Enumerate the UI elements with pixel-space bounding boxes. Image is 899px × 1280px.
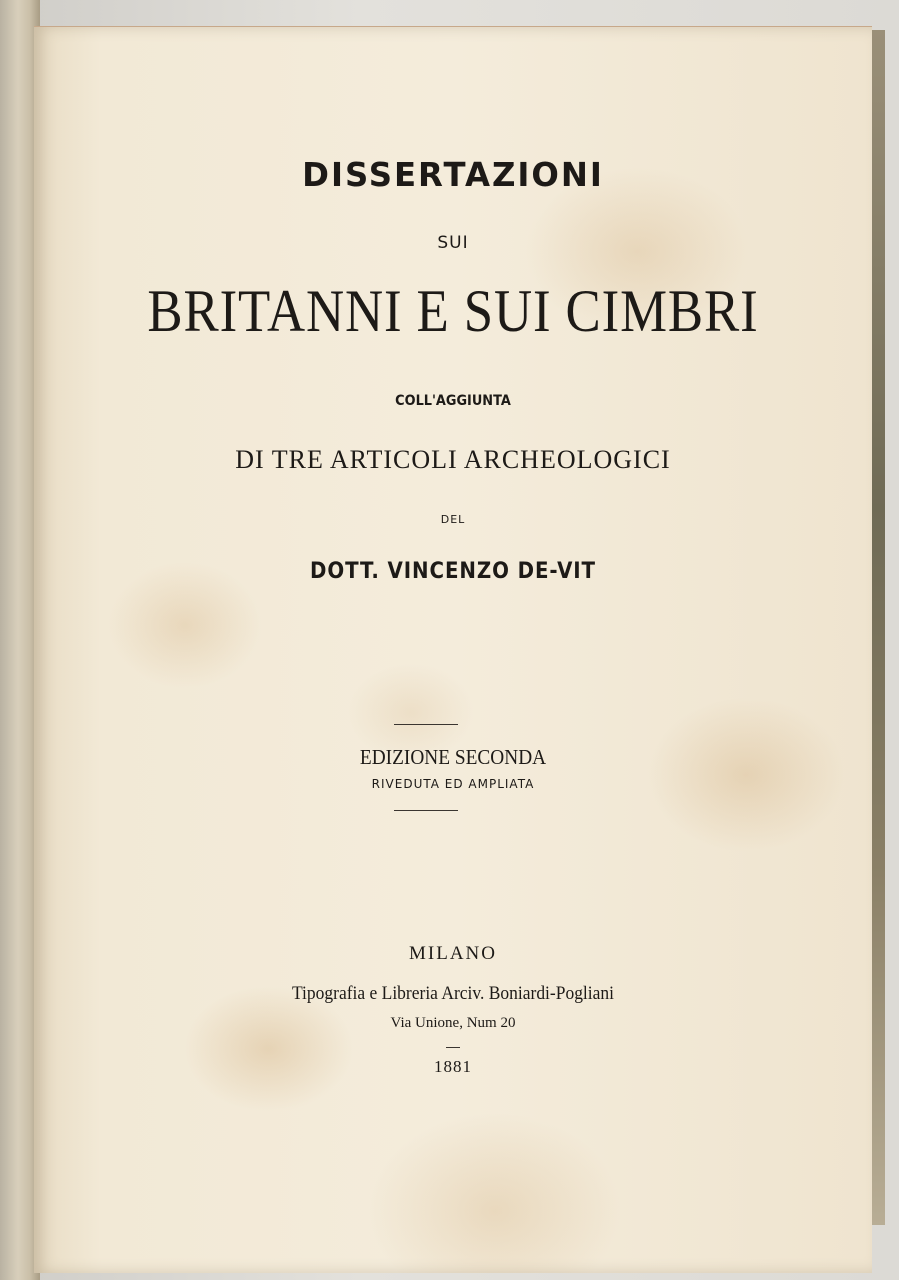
imprint-city: MILANO [409,943,497,964]
title-page [34,26,872,1273]
addition-label: COLL'AGGIUNTA [395,393,511,409]
imprint-address: Via Unione, Num 20 [390,1015,516,1031]
imprint-rule [446,1047,460,1048]
divider-rule-top [394,724,458,725]
connector-text: SUI [437,233,469,253]
main-title: BRITANNI E SUI CIMBRI [147,278,759,344]
edition-title: EDIZIONE SECONDA [359,745,547,769]
divider-rule-bottom [394,810,458,811]
subtitle: DI TRE ARTICOLI ARCHEOLOGICI [235,445,671,474]
author-prefix: DEL [440,513,466,526]
book-board-edge [871,30,885,1225]
heading: DISSERTAZIONI [302,155,604,194]
author-name: DOTT. VINCENZO DE-VIT [310,559,596,584]
imprint-publisher: Tipografia e Libreria Arciv. Boniardi-Pogliani [291,983,614,1004]
edition-note: RIVEDUTA ED AMPLIATA [371,777,535,791]
imprint-year: 1881 [434,1057,472,1076]
